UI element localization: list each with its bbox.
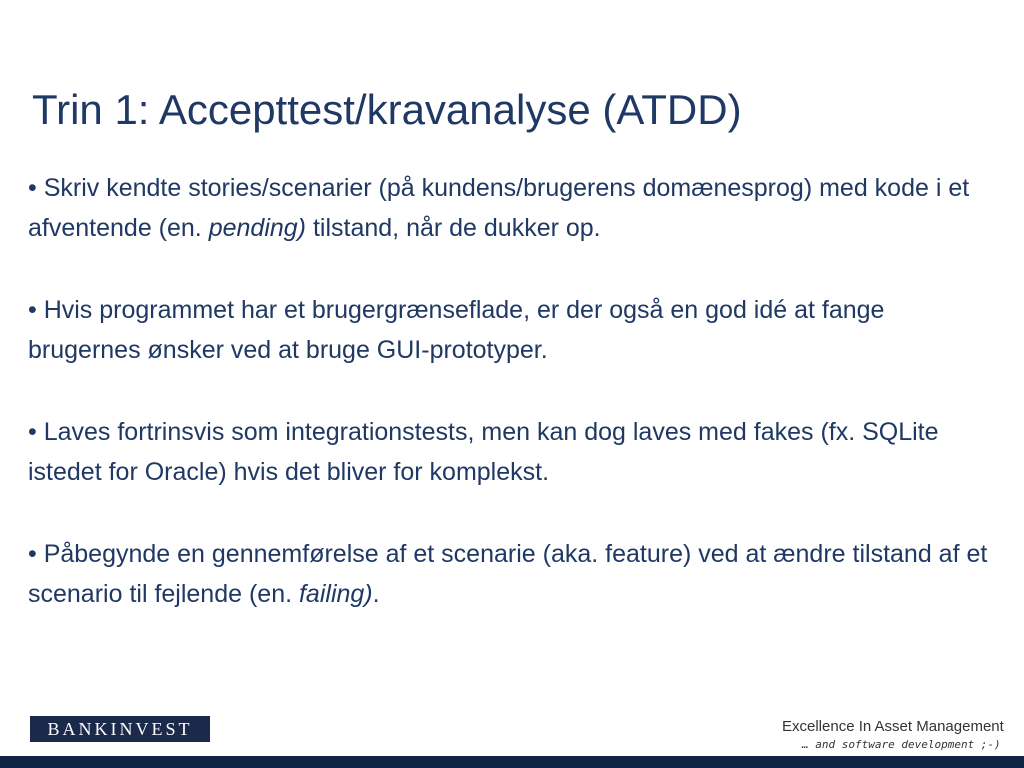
bullet-text: • Laves fortrinsvis som integrationstests, men kan dog laves med fakes (fx. SQLite istedet for Oracle) hvis det bliver for komplekst.	[28, 418, 939, 486]
footer-bar	[0, 756, 1024, 768]
bullet-text: • Hvis programmet har et brugergrænseflade, er der også en god idé at fange brugernes ønsker ved at bruge GUI-prototyper.	[28, 296, 885, 364]
bullet-list	[28, 168, 988, 656]
bullet-item	[28, 290, 988, 370]
bullet-item	[28, 534, 988, 614]
bullet-italic-term: failing)	[298, 580, 373, 608]
bullet-text-end: .	[372, 580, 380, 608]
footer-tagline: Excellence In Asset Management	[782, 718, 1004, 735]
slide-title: Trin 1: Accepttest/kravanalyse (ATDD)	[32, 86, 742, 133]
bankinvest-logo: BANKINVEST	[30, 716, 210, 742]
bullet-text-end: tilstand, når de dukker op.	[306, 214, 601, 242]
bullet-item	[28, 168, 988, 248]
bullet-item	[28, 412, 988, 492]
bullet-italic-term: pending)	[208, 214, 307, 242]
bullet-text: • Påbegynde en gennemførelse af et scenarie (aka. feature) ved at ændre tilstand af et scenario til fejlende (en.	[28, 540, 988, 608]
footer-subtagline: … and software development ;-)	[802, 738, 1001, 751]
bullet-text: • Skriv kendte stories/scenarier (på kundens/brugerens domænesprog) med kode i et afventende (en.	[28, 174, 970, 242]
